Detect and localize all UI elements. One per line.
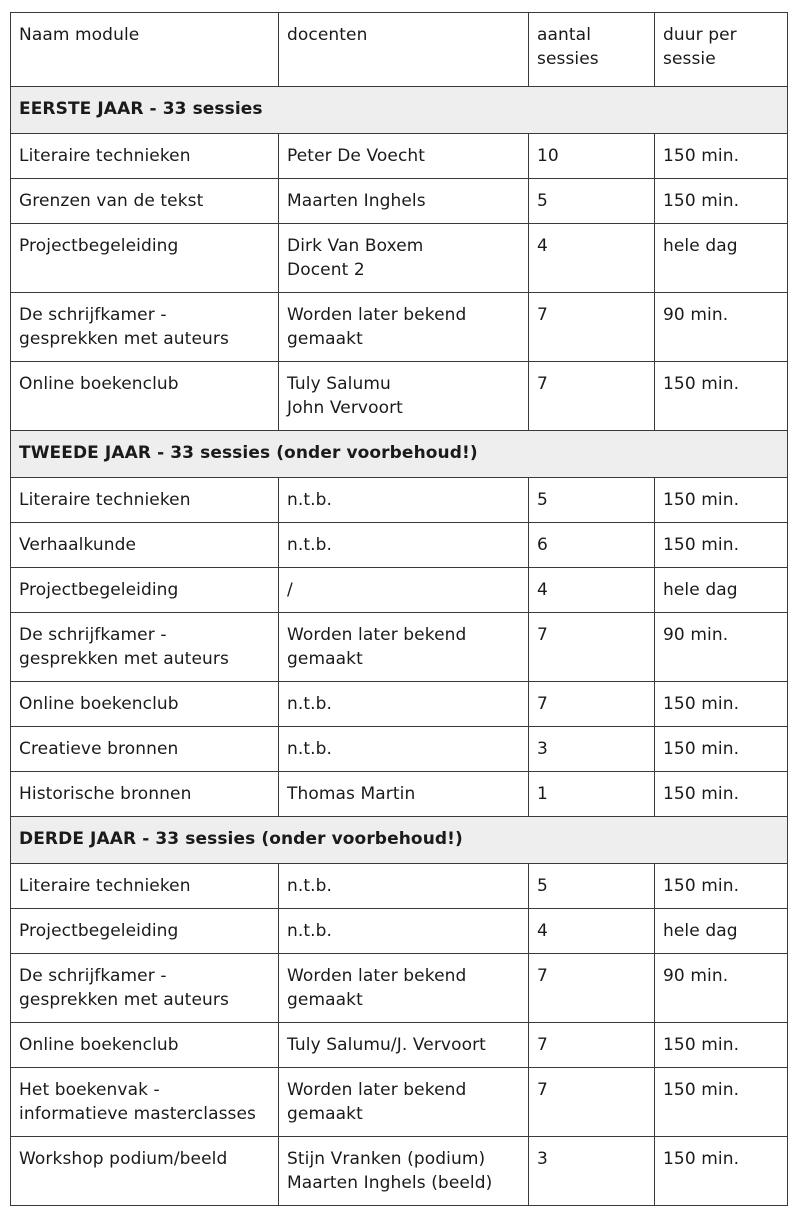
session-duration: 150 min. [663,876,740,896]
table-row [11,909,788,954]
session-count: 5 [537,876,548,896]
docent-name: Worden later bekend [287,966,467,986]
docent-name: gemaakt [287,990,363,1010]
module-name: gesprekken met auteurs [19,649,229,669]
cell-module [11,1137,279,1206]
module-name: Workshop podium/beeld [19,1149,228,1169]
section-title: EERSTE JAAR - 33 sessies [11,87,788,134]
module-name: Creatieve bronnen [19,739,179,759]
cell-sessies [529,772,655,817]
module-name: Online boekenclub [19,1035,179,1055]
cell-sessies [529,954,655,1023]
table-row [11,293,788,362]
session-duration: 90 min. [663,305,729,325]
table-row [11,362,788,431]
docent-name: Worden later bekend [287,305,467,325]
header-duur-text-2: sessie [663,49,716,69]
header-docenten [279,13,529,87]
docent-name: / [287,580,293,600]
module-name: Grenzen van de tekst [19,191,204,211]
cell-docenten [279,1137,529,1206]
docent-name: Tuly Salumu/J. Vervoort [287,1035,486,1055]
cell-docenten [279,293,529,362]
cell-docenten [279,523,529,568]
module-name: Literaire technieken [19,876,191,896]
cell-sessies [529,682,655,727]
module-name: gesprekken met auteurs [19,990,229,1010]
cell-docenten [279,954,529,1023]
docent-name: Tuly Salumu [287,374,391,394]
docent-name: Worden later bekend [287,625,467,645]
cell-module [11,954,279,1023]
cell-module [11,224,279,293]
session-count: 10 [537,146,559,166]
session-count: 4 [537,921,548,941]
cell-module [11,864,279,909]
docent-name: n.t.b. [287,490,333,510]
header-sessies-text-2: sessies [537,49,599,69]
header-module-text: Naam module [19,25,140,45]
cell-duur [655,1068,788,1137]
module-name: informatieve masterclasses [19,1104,257,1124]
cell-duur [655,134,788,179]
session-duration: 150 min. [663,146,740,166]
table-row [11,864,788,909]
cell-sessies [529,478,655,523]
table-row [11,1068,788,1137]
cell-docenten [279,134,529,179]
docent-name: gemaakt [287,1104,363,1124]
docent-name: n.t.b. [287,535,333,555]
session-duration: hele dag [663,921,738,941]
cell-sessies [529,362,655,431]
docent-name: gemaakt [287,329,363,349]
docent-name: Peter De Voecht [287,146,426,166]
docent-name: Docent 2 [287,260,365,280]
cell-module [11,613,279,682]
table-body [11,87,788,1206]
section-row [11,431,788,478]
table-row [11,224,788,293]
cell-docenten [279,1068,529,1137]
docent-name: Maarten Inghels (beeld) [287,1173,493,1193]
cell-sessies [529,568,655,613]
cell-duur [655,772,788,817]
session-count: 7 [537,374,548,394]
cell-module [11,362,279,431]
cell-sessies [529,613,655,682]
cell-duur [655,523,788,568]
module-name: De schrijfkamer - [19,966,167,986]
session-count: 7 [537,966,548,986]
docent-name: Maarten Inghels [287,191,426,211]
cell-module [11,772,279,817]
cell-sessies [529,179,655,224]
module-name: Verhaalkunde [19,535,137,555]
session-duration: hele dag [663,580,738,600]
cell-duur [655,179,788,224]
cell-module [11,523,279,568]
cell-duur [655,613,788,682]
cell-docenten [279,568,529,613]
cell-duur [655,478,788,523]
session-duration: 150 min. [663,374,740,394]
cell-sessies [529,1137,655,1206]
section-row [11,87,788,134]
docent-name: gemaakt [287,649,363,669]
module-name: Online boekenclub [19,374,179,394]
docent-name: n.t.b. [287,739,333,759]
cell-docenten [279,682,529,727]
session-duration: 150 min. [663,1035,740,1055]
session-duration: hele dag [663,236,738,256]
section-row [11,817,788,864]
session-duration: 150 min. [663,490,740,510]
session-duration: 150 min. [663,535,740,555]
session-duration: 150 min. [663,1080,740,1100]
session-count: 3 [537,1149,548,1169]
session-count: 7 [537,1035,548,1055]
session-duration: 150 min. [663,694,740,714]
table-row [11,179,788,224]
cell-module [11,179,279,224]
cell-docenten [279,909,529,954]
module-schedule-table [10,12,788,1206]
session-count: 7 [537,305,548,325]
table-row [11,1023,788,1068]
cell-docenten [279,179,529,224]
cell-module [11,909,279,954]
cell-sessies [529,727,655,772]
cell-duur [655,727,788,772]
cell-sessies [529,864,655,909]
session-duration: 150 min. [663,739,740,759]
header-sessies-text-1: aantal [537,25,592,45]
cell-duur [655,568,788,613]
session-duration: 150 min. [663,191,740,211]
module-name: Literaire technieken [19,146,191,166]
module-name: De schrijfkamer - [19,305,167,325]
docent-name: Stijn Vranken (podium) [287,1149,486,1169]
cell-module [11,134,279,179]
session-count: 3 [537,739,548,759]
header-sessies [529,13,655,87]
header-duur-text-1: duur per [663,25,737,45]
docent-name: Thomas Martin [287,784,416,804]
table-row [11,568,788,613]
session-duration: 90 min. [663,966,729,986]
cell-sessies [529,134,655,179]
table-header [11,13,788,87]
cell-duur [655,909,788,954]
cell-duur [655,293,788,362]
module-name: Het boekenvak - [19,1080,160,1100]
session-count: 7 [537,694,548,714]
session-count: 5 [537,490,548,510]
header-row [11,13,788,87]
cell-docenten [279,224,529,293]
section-title: DERDE JAAR - 33 sessies (onder voorbehoud!) [11,817,788,864]
cell-module [11,293,279,362]
cell-sessies [529,909,655,954]
cell-sessies [529,1023,655,1068]
table-row [11,682,788,727]
table-row [11,478,788,523]
cell-module [11,568,279,613]
session-count: 5 [537,191,548,211]
docent-name: n.t.b. [287,694,333,714]
cell-duur [655,864,788,909]
cell-sessies [529,523,655,568]
docent-name: Dirk Van Boxem [287,236,424,256]
session-count: 4 [537,236,548,256]
cell-docenten [279,864,529,909]
session-duration: 150 min. [663,1149,740,1169]
table-row [11,523,788,568]
table-row [11,772,788,817]
module-name: Literaire technieken [19,490,191,510]
module-name: De schrijfkamer - [19,625,167,645]
cell-docenten [279,772,529,817]
cell-docenten [279,478,529,523]
cell-module [11,1068,279,1137]
module-name: Projectbegeleiding [19,236,179,256]
cell-module [11,727,279,772]
module-name: Projectbegeleiding [19,580,179,600]
cell-duur [655,954,788,1023]
session-count: 7 [537,1080,548,1100]
cell-docenten [279,613,529,682]
cell-sessies [529,1068,655,1137]
table-row [11,613,788,682]
session-duration: 90 min. [663,625,729,645]
docent-name: n.t.b. [287,876,333,896]
cell-duur [655,1023,788,1068]
module-name: Historische bronnen [19,784,192,804]
cell-duur [655,682,788,727]
module-name: Projectbegeleiding [19,921,179,941]
cell-sessies [529,224,655,293]
cell-module [11,478,279,523]
cell-module [11,682,279,727]
cell-duur [655,362,788,431]
session-count: 4 [537,580,548,600]
session-count: 7 [537,625,548,645]
cell-docenten [279,727,529,772]
header-module [11,13,279,87]
header-docenten-text: docenten [287,25,368,45]
table-row [11,727,788,772]
cell-docenten [279,362,529,431]
docent-name: n.t.b. [287,921,333,941]
table-row [11,1137,788,1206]
cell-sessies [529,293,655,362]
module-name: gesprekken met auteurs [19,329,229,349]
section-title: TWEEDE JAAR - 33 sessies (onder voorbehoud!) [11,431,788,478]
docent-name: John Vervoort [287,398,403,418]
session-count: 6 [537,535,548,555]
cell-docenten [279,1023,529,1068]
session-count: 1 [537,784,548,804]
cell-duur [655,1137,788,1206]
session-duration: 150 min. [663,784,740,804]
table-row [11,954,788,1023]
docent-name: Worden later bekend [287,1080,467,1100]
cell-module [11,1023,279,1068]
table-row [11,134,788,179]
module-name: Online boekenclub [19,694,179,714]
cell-duur [655,224,788,293]
header-duur [655,13,788,87]
